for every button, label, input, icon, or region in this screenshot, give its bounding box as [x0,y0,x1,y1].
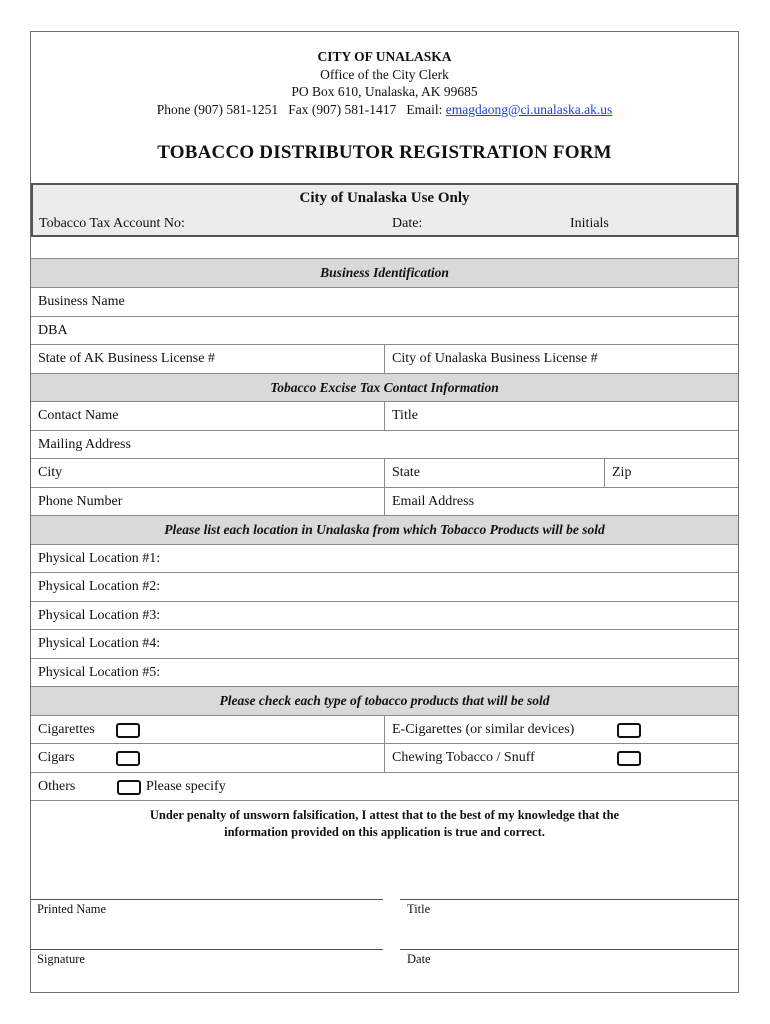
license-row [31,344,738,373]
cigars-label: Cigars [38,750,75,765]
initials-label: Initials [570,216,609,231]
ecig-option [384,716,738,744]
location-label: Physical Location #4: [38,636,161,651]
phone-field[interactable]: Phone Number [38,494,123,509]
products-section-heading: Please check each type of tobacco products that will be sold [31,686,738,715]
chewing-checkbox[interactable] [617,751,641,766]
location-row[interactable] [31,658,738,687]
location-row[interactable] [31,572,738,601]
mailing-address-row[interactable] [31,430,738,459]
office-use-title: City of Unalaska Use Only [299,190,470,206]
location-row[interactable] [31,601,738,630]
state-field[interactable]: State [384,459,604,487]
others-label: Others [38,779,76,794]
form-header [31,48,738,118]
office-address: PO Box 610, Unalaska, AK 99685 [291,84,478,99]
business-section-heading: Business Identification [31,258,738,287]
printed-name-label: Printed Name [37,902,107,916]
dba-label: DBA [38,323,68,338]
product-row [31,715,738,744]
contact-title-field[interactable]: Title [384,402,738,430]
location-label: Physical Location #5: [38,665,161,680]
signature-line[interactable] [31,949,383,950]
city-state-zip-row [31,458,738,487]
locations-section-heading: Please list each location in Unalaska from which Tobacco Products will be sold [31,515,738,544]
email-link[interactable]: emagdaong@ci.unalaska.ak.us [445,101,613,117]
phone-email-row [31,487,738,516]
form-title: TOBACCO DISTRIBUTOR REGISTRATION FORM [157,142,612,163]
office-date-label: Date: [392,216,423,231]
cigarettes-option [31,716,384,744]
office-use-box [31,183,738,237]
ecig-checkbox[interactable] [617,723,641,738]
product-row [31,772,738,801]
chewing-option [384,744,738,772]
zip-field[interactable]: Zip [604,459,738,487]
org-name: CITY OF UNALASKA [317,49,452,64]
mailing-address-label: Mailing Address [38,437,131,452]
specify-label: Please specify [146,779,226,794]
title-line[interactable] [400,899,738,900]
contact-name-field[interactable]: Contact Name [38,408,119,423]
attestation-line: information provided on this application is true and correct. [224,825,545,839]
contact-section-heading: Tobacco Excise Tax Contact Information [31,373,738,402]
date-line[interactable] [400,949,738,950]
business-name-label: Business Name [38,294,125,309]
others-option [31,773,738,800]
chewing-label: Chewing Tobacco / Snuff [392,750,535,765]
title-label: Title [407,902,431,916]
location-row[interactable] [31,629,738,658]
registration-form [30,31,739,993]
cigars-checkbox[interactable] [116,751,140,766]
cigarettes-label: Cigarettes [38,722,95,737]
location-label: Physical Location #1: [38,551,161,566]
cigars-option [31,744,384,772]
business-name-row[interactable] [31,287,738,316]
attestation-text [31,807,738,841]
signature-label: Signature [37,952,85,966]
cigarettes-checkbox[interactable] [116,723,140,738]
attestation-line: Under penalty of unsworn falsification, I attest that to the best of my knowledge that the [149,808,620,822]
product-row [31,743,738,772]
location-label: Physical Location #3: [38,608,161,623]
dba-row[interactable] [31,316,738,345]
ecig-label: E-Cigarettes (or similar devices) [392,722,575,737]
state-license-field[interactable]: State of AK Business License # [38,351,215,366]
contact-line [31,101,738,119]
printed-name-line[interactable] [31,899,383,900]
date-label: Date [407,952,431,966]
office-name: Office of the City Clerk [320,66,449,82]
city-field[interactable]: City [38,465,63,480]
location-row[interactable] [31,544,738,573]
contact-text: Phone (907) 581-1251 Fax (907) 581-1417 Email: [156,101,446,117]
account-no-label: Tobacco Tax Account No: [39,216,185,231]
others-checkbox[interactable] [117,780,141,795]
contact-name-row [31,401,738,430]
city-license-field[interactable]: City of Unalaska Business License # [384,345,738,373]
email-field[interactable]: Email Address [384,488,738,516]
location-label: Physical Location #2: [38,579,161,594]
